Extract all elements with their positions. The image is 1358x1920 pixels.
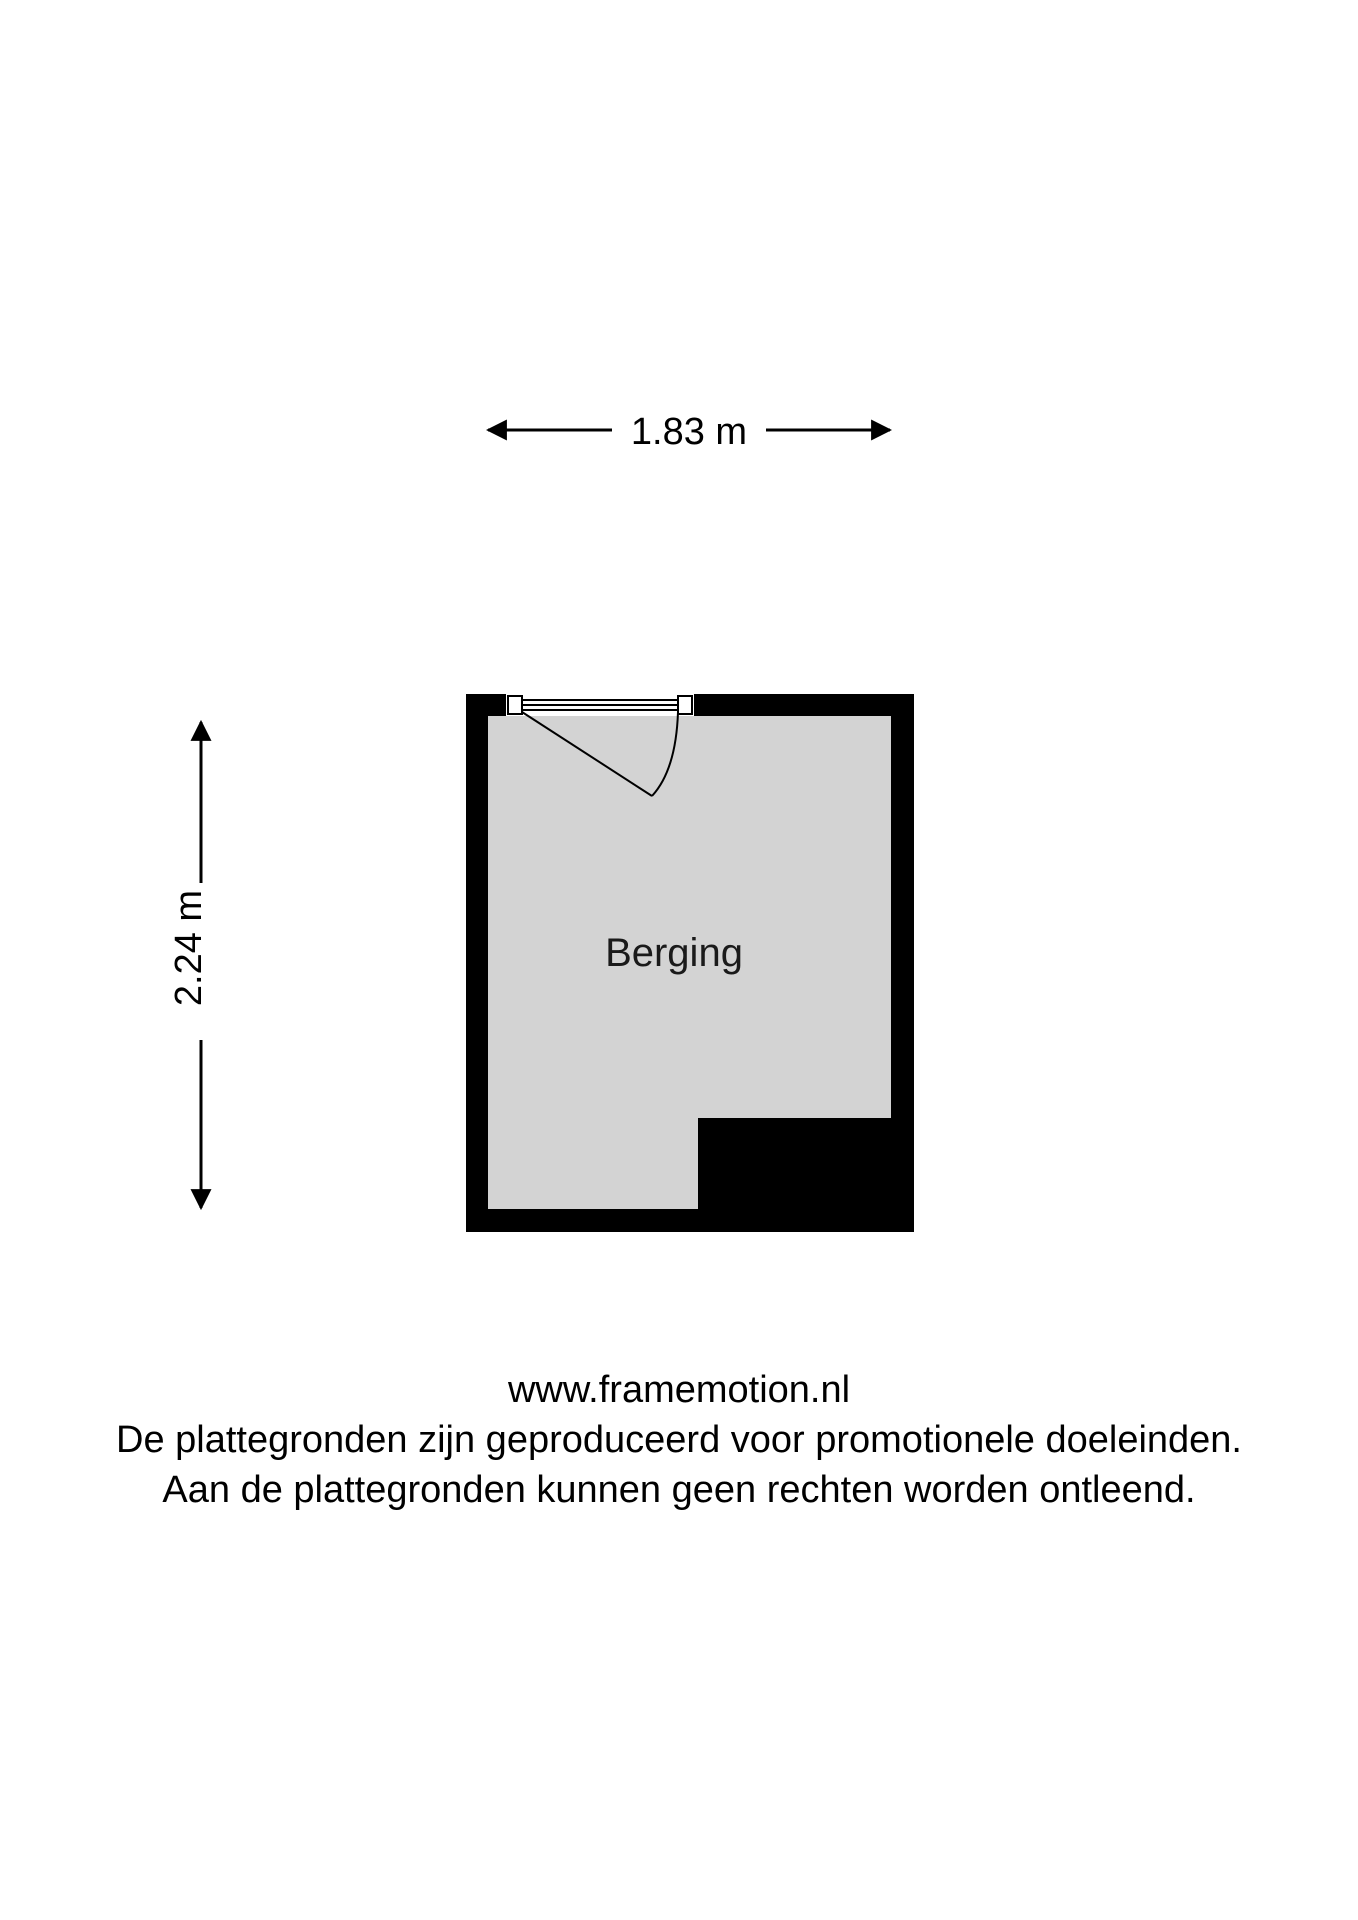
footer-text <box>0 1365 1358 1515</box>
room-label: Berging <box>605 931 743 975</box>
disclaimer-line-1: De plattegronden zijn geproduceerd voor promotionele doeleinden. <box>116 1419 1242 1461</box>
room-berging <box>466 694 914 1232</box>
disclaimer-line-2: Aan de plattegronden kunnen geen rechten worden ontleend. <box>162 1469 1196 1511</box>
height-dimension-label: 2.24 m <box>168 889 210 1007</box>
door-frame-right <box>678 696 692 714</box>
width-dimension <box>488 411 890 453</box>
height-dimension <box>168 722 210 1208</box>
width-dimension-label: 1.83 m <box>630 411 748 453</box>
door-frame-left <box>508 696 522 714</box>
website-link[interactable]: www.framemotion.nl <box>507 1369 851 1411</box>
